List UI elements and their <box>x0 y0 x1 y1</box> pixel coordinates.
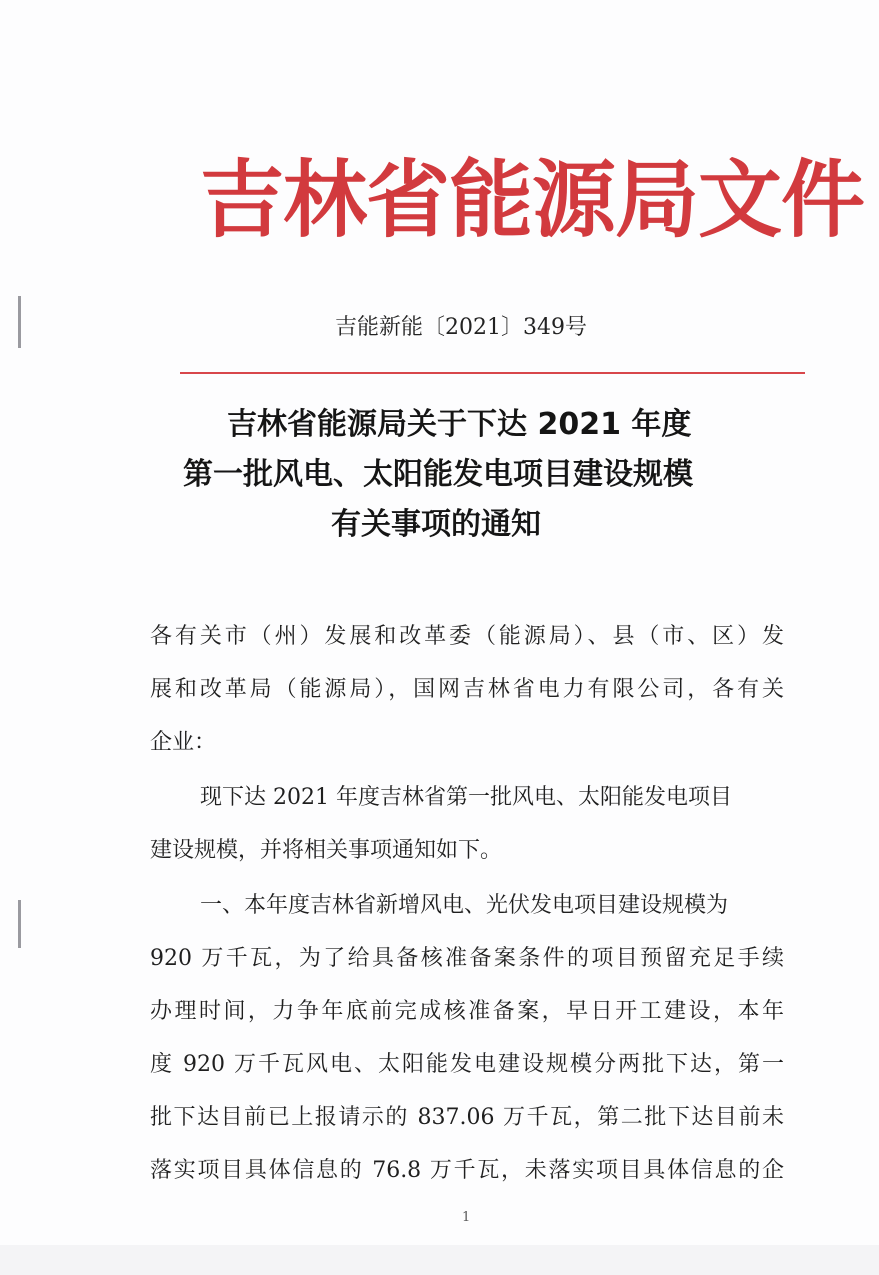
intro-line-2: 建设规模，并将相关事项通知如下。 <box>150 838 503 863</box>
binding-hole-mark-top <box>18 296 21 348</box>
title-line-2: 第一批风电、太阳能发电项目建设规模 <box>183 457 693 492</box>
scan-bottom-margin <box>0 1245 879 1275</box>
page-number: 1 <box>462 1210 471 1225</box>
red-divider-rule <box>180 372 805 374</box>
document-number: 吉能新能〔2021〕349号 <box>335 315 587 340</box>
issuer-header: 吉林省能源局文件 <box>200 151 865 249</box>
binding-hole-mark-bottom <box>18 900 21 948</box>
section1-line-3: 办理时间，力争年底前完成核准备案，早日开工建设，本年 <box>150 999 784 1024</box>
title-line-3: 有关事项的通知 <box>331 507 541 542</box>
section1-line-5: 批下达目前已上报请示的 837.06 万千瓦，第二批下达目前未 <box>150 1105 784 1130</box>
section1-line-1: 一、本年度吉林省新增风电、光伏发电项目建设规模为 <box>200 893 729 918</box>
intro-line-1: 现下达 2021 年度吉林省第一批风电、太阳能发电项目 <box>200 785 732 810</box>
title-line-1: 吉林省能源局关于下达 2021 年度 <box>227 407 692 442</box>
section1-line-6: 落实项目具体信息的 76.8 万千瓦，未落实项目具体信息的企 <box>150 1158 784 1183</box>
section1-line-4: 度 920 万千瓦风电、太阳能发电建设规模分两批下达，第一 <box>150 1052 784 1077</box>
addressee-line-2: 展和改革局（能源局），国网吉林省电力有限公司，各有关 <box>150 677 784 702</box>
addressee-line-3: 企业： <box>150 730 217 755</box>
section1-line-2: 920 万千瓦，为了给具备核准备案条件的项目预留充足手续 <box>150 946 784 971</box>
addressee-line-1: 各有关市（州）发展和改革委（能源局）、县（市、区）发 <box>150 624 784 649</box>
